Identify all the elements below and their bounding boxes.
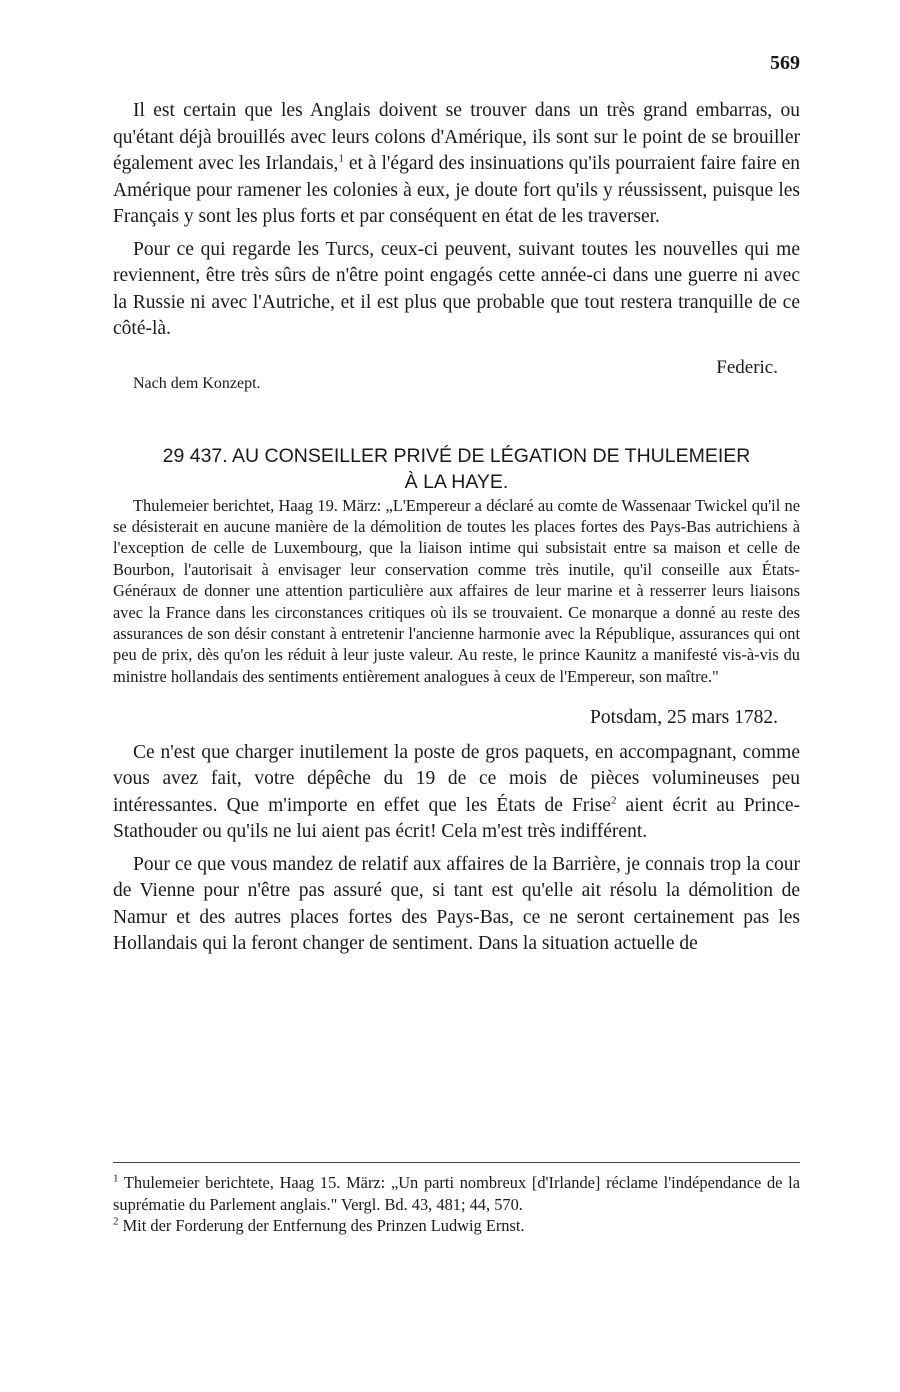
paragraph-1-text-b: et à l'égard des insinuations qu'ils pourraient faire faire en Amérique pour ramener les colonies à eux, je doute fort qu'ils y réussissent, puisque les Français y sont les plus forts et par conséquent en état de les traverser. [113,153,800,227]
paragraph-1-text-a: Il est certain que les Anglais doivent se trouver dans un très grand embarras, ou qu'étant déjà brouillés avec leurs colons d'Amérique, ils sont sur le point de se brouiller également avec les Irlandais, [113,100,800,174]
footnote-divider [113,1162,800,1163]
footnote-ref-1[interactable]: 1 [338,152,344,165]
report-summary: Thulemeier berichtet, Haag 19. März: „L'Empereur a déclaré au comte de Wassenaar Twickel qu'il ne se désisterait en aucune manière de la démolition de toutes les places fortes des Pays-Bas autrichiens à l'exception de celle de Luxembourg, que la liaison intime qui subsistait entre sa maison et celle de Bourbon, l'autorisait à envisager leur conservation comme très inutile, qu'il conseille aux États-Généraux de donner une attention particulière aux affaires de leur marine et à resserrer leurs liaisons avec la France dans les circonstances critiques où ils se trouvaient. Ce monarque a donné au reste des assurances de son désir constant à entretenir l'ancienne harmonie avec la République, assurances qui ont peu de prix, dès qu'on les réduit à leur juste valeur. Au reste, le prince Kaunitz a manifesté vis-à-vis du ministre hollandais des sentiments entièrement analogues à ceux de l'Empereur, son maître." [113,495,800,686]
paragraph-1 [113,98,800,231]
heading-line-1: 29 437. AU CONSEILLER PRIVÉ DE LÉGATION DE THULEMEIER [162,444,751,467]
letter-paragraph-2: Pour ce que vous mandez de relatif aux affaires de la Barrière, je connais trop la cour de Vienne pour n'être pas assuré que, si tant est qu'elle ait résolu la démolition de Namur et des autres places fortes des Pays-Bas, ce ne seront certainement pas les Hollandais qui la feront changer de sentiment. Dans la situation actuelle de [113,853,800,955]
letter-paragraph-1 [113,740,800,846]
page-number: 569 [770,52,800,74]
dateline: Potsdam, 25 mars 1782. [590,707,778,729]
footnote-1 [113,1172,800,1215]
signature: Federic. [716,356,778,378]
main-text [113,98,800,964]
footnote-1-text: Thulemeier berichtete, Haag 15. März: „Un parti nombreux [d'Irlande] réclame l'indépendance de la suprématie du Parlement anglais." Vergl. Bd. 43, 481; 44, 570. [113,1173,800,1214]
letter-heading [113,443,800,495]
footnote-2-text: Mit der Forderung der Entfernung des Prinzen Ludwig Ernst. [118,1216,525,1235]
footnote-marker-2: 2 [113,1215,119,1228]
footnote-2 [113,1215,800,1237]
footnote-marker-1: 1 [113,1172,119,1185]
paragraph-2: Pour ce qui regarde les Turcs, ceux-ci peuvent, suivant toutes les nouvelles qui me reviennent, être très sûrs de n'être point engagés cette année-ci dans une guerre ni avec la Russie ni avec l'Autriche, et il est plus que probable que tout restera tranquille de ce côté-là. [113,238,800,339]
footnotes [113,1172,800,1237]
heading-line-2: À LA HAYE. [404,470,509,493]
footnote-ref-2[interactable]: 2 [610,794,617,807]
closing-row [113,355,800,399]
letter-paragraph-1-text-b: aient écrit au Prince-Stathouder ou qu'ils ne lui aient pas écrit! Cela m'est très indifférent. [113,794,801,843]
source-note: Nach dem Konzept. [133,374,261,392]
letter-paragraph-1-text-a: Ce n'est que charger inutilement la poste de gros paquets, en accompagnant, comme vous avez fait, votre dépêche du 19 de ce mois de pièces volumineuses peu intéressantes. Que m'importe en effet que les États de Frise [113,741,800,816]
